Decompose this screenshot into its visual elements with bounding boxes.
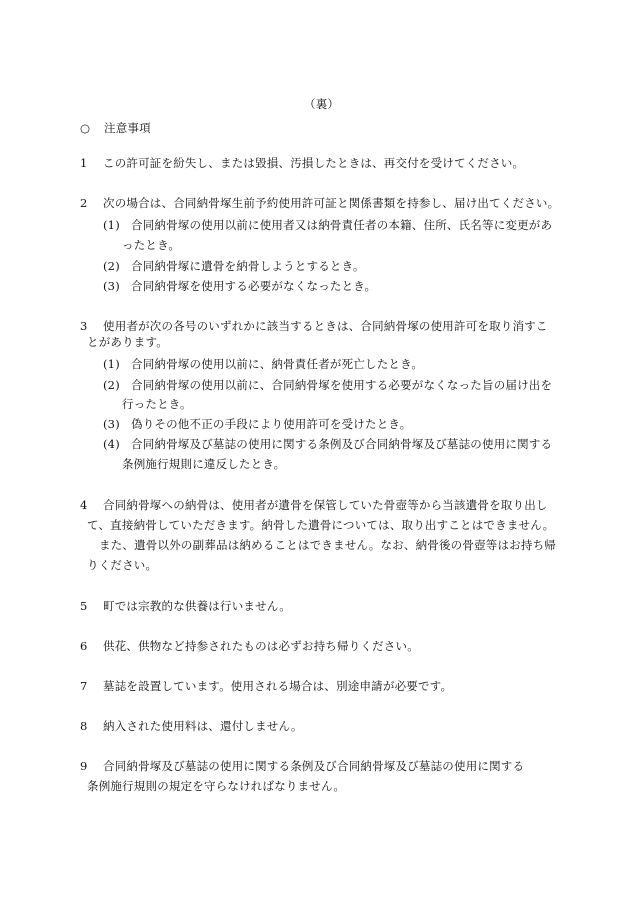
- subitem-text: 合同納骨塚及び墓誌の使用に関する条例及び合同納骨塚及び墓誌の使用に関する: [131, 437, 553, 451]
- item-text-continued: 条例施行規則の規定を守らなければなりません。: [87, 779, 346, 793]
- item-text: 次の場合は、合同納骨塚生前予約使用許可証と関係書類を持参し、届け出てください。: [103, 196, 560, 210]
- item-number: 5: [80, 599, 88, 613]
- page-title: （裏）: [304, 97, 340, 111]
- subitem-number: (4): [103, 437, 120, 451]
- item-text-continued: とがあります。: [87, 335, 168, 349]
- item-text-continued: て、直接納骨していただきます。納骨した遺骨については、取り出すことはできません。: [87, 518, 555, 532]
- item-text: 納入された使用料は、還付しません。: [103, 719, 303, 733]
- item-text-continued: また、遺骨以外の副葬品は納めることはできません。なお、納骨後の骨壺等はお持ち帰: [99, 538, 556, 552]
- item-number: 8: [80, 719, 88, 733]
- subitem-text-continued: 条例施行規則に違反したとき。: [122, 457, 286, 471]
- item-number: 7: [80, 679, 88, 693]
- item-text: 合同納骨塚への納骨は、使用者が遺骨を保管していた骨壺等から当該遺骨を取り出し: [103, 498, 548, 512]
- subitem-number: (1): [103, 357, 120, 371]
- subitem-number: (2): [103, 259, 120, 273]
- item-text: 供花、供物など持参されたものは必ずお持ち帰りください。: [103, 639, 419, 653]
- item-text: 使用者が次の各号のいずれかに該当するときは、合同納骨塚の使用許可を取り消すこ: [103, 319, 548, 333]
- subitem-text: 合同納骨塚の使用以前に、納骨責任者が死亡したとき。: [131, 357, 424, 371]
- item-text: 町では宗教的な供養は行いません。: [103, 599, 291, 613]
- notice-circle-icon: ○: [80, 121, 91, 135]
- subitem-text: 合同納骨塚の使用以前に、合同納骨塚を使用する必要がなくなった旨の届け出を: [131, 378, 553, 392]
- item-number: 4: [80, 498, 88, 512]
- subitem-text: 合同納骨塚を使用する必要がなくなったとき。: [131, 279, 377, 293]
- item-number: 1: [80, 156, 88, 170]
- subitem-text: 合同納骨塚に遺骨を納骨しようとするとき。: [131, 259, 365, 273]
- item-number: 6: [80, 639, 88, 653]
- subitem-text-continued: 行ったとき。: [122, 397, 192, 411]
- item-text: 合同納骨塚及び墓誌の使用に関する条例及び合同納骨塚及び墓誌の使用に関する: [103, 759, 525, 773]
- item-number: 9: [80, 759, 88, 773]
- subitem-text-continued: ったとき。: [122, 238, 181, 252]
- subitem-number: (1): [103, 218, 120, 232]
- subitem-text: 合同納骨塚の使用以前に使用者又は納骨責任者の本籍、住所、氏名等に変更があ: [131, 218, 553, 232]
- notice-heading: 注意事項: [104, 121, 151, 135]
- subitem-number: (2): [103, 378, 120, 392]
- item-number: 2: [80, 196, 88, 210]
- item-text: 墓誌を設置しています。使用される場合は、別途申請が必要です。: [103, 679, 453, 693]
- item-text: この許可証を紛失し、または毀損、汚損したときは、再交付を受けてください。: [103, 156, 525, 170]
- subitem-text: 偽りその他不正の手段により使用許可を受けたとき。: [131, 417, 412, 431]
- subitem-number: (3): [103, 417, 120, 431]
- subitem-number: (3): [103, 279, 120, 293]
- item-text-continued: りください。: [87, 558, 158, 572]
- item-number: 3: [80, 319, 88, 333]
